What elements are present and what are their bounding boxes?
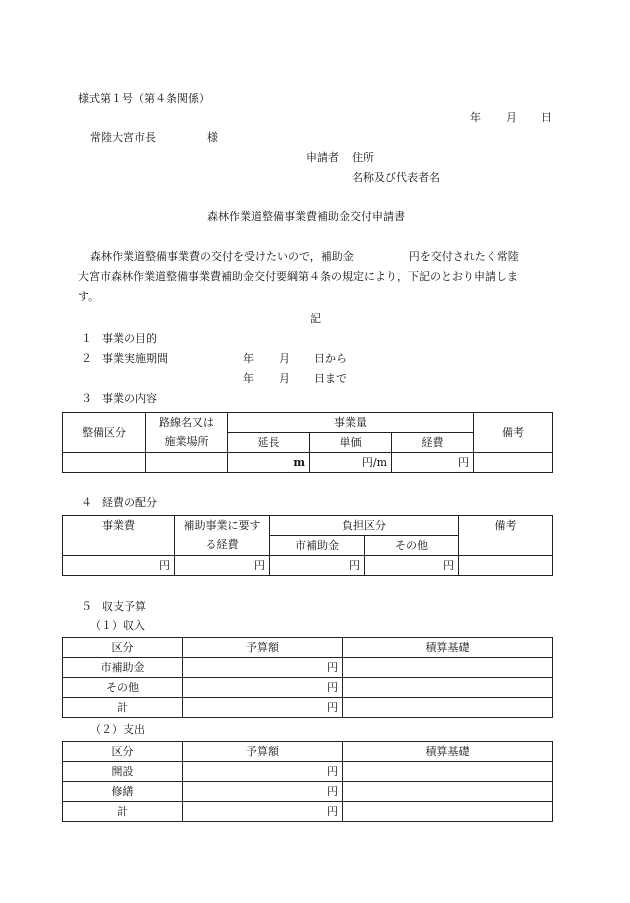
cell-other[interactable]: 円 — [365, 556, 459, 576]
income-row-basis[interactable] — [343, 678, 553, 698]
income-row-basis[interactable] — [343, 698, 553, 718]
date-day: 日 — [541, 111, 552, 124]
address-label: 住所 — [352, 151, 374, 164]
expense-row-amount[interactable]: 円 — [183, 782, 343, 802]
header-remarks: 備考 — [474, 413, 553, 453]
income-row-amount[interactable]: 円 — [183, 698, 343, 718]
body-line-3: す。 — [78, 290, 100, 303]
expense-row-name: 計 — [63, 802, 183, 822]
income-row-amount[interactable]: 円 — [183, 658, 343, 678]
header-category: 整備区分 — [63, 413, 146, 453]
expense-row-basis[interactable] — [343, 802, 553, 822]
header-volume: 事業量 — [228, 413, 474, 433]
cell-category[interactable] — [63, 453, 146, 473]
income-row-amount[interactable]: 円 — [183, 678, 343, 698]
header-project-cost: 事業費 — [63, 516, 175, 556]
section3-num: ３ — [81, 392, 92, 405]
cell-length[interactable]: m — [228, 453, 310, 473]
cell-route[interactable] — [146, 453, 228, 473]
expense-header-category: 区分 — [63, 742, 183, 762]
header-city-subsidy: 市補助金 — [270, 536, 365, 556]
date-year: 年 — [470, 111, 481, 124]
name-label: 名称及び代表者名 — [352, 171, 440, 184]
period-to-year: 年 — [243, 372, 254, 385]
expense-row-name: 開設 — [63, 762, 183, 782]
period-from-month: 月 — [279, 352, 290, 365]
date-month: 月 — [506, 111, 517, 124]
header-unit-price: 単価 — [310, 433, 392, 453]
income-row-basis[interactable] — [343, 658, 553, 678]
form-number: 様式第１号（第４条関係） — [78, 92, 210, 105]
project-content-table — [62, 412, 553, 473]
body-line-1: 森林作業道整備事業費の交付を受けたいので，補助金 円を交付されたく常陸 — [90, 250, 519, 263]
document-title: 森林作業道整備事業費補助金交付申請書 — [207, 210, 405, 223]
income-row-name: その他 — [63, 678, 183, 698]
addressee-name: 常陸大宮市長 — [90, 131, 156, 144]
period-to-month: 月 — [279, 372, 290, 385]
period-from-year: 年 — [243, 352, 254, 365]
expense-header-amount: 予算額 — [183, 742, 343, 762]
income-header-amount: 予算額 — [183, 638, 343, 658]
header-burden: 負担区分 — [270, 516, 459, 536]
header-cost: 経費 — [392, 433, 474, 453]
cell-cost[interactable]: 円 — [392, 453, 474, 473]
cell-project-cost[interactable]: 円 — [63, 556, 175, 576]
expense-row-amount[interactable]: 円 — [183, 802, 343, 822]
income-header-category: 区分 — [63, 638, 183, 658]
expense-row-basis[interactable] — [343, 762, 553, 782]
expense-row-amount[interactable]: 円 — [183, 762, 343, 782]
section2-label: 事業実施期間 — [102, 352, 168, 365]
income-row-name: 計 — [63, 698, 183, 718]
header-route-1: 路線名又は — [146, 413, 228, 433]
expense-label: （２）支出 — [90, 723, 145, 736]
period-from-day: 日から — [314, 352, 347, 365]
header-other: その他 — [365, 536, 459, 556]
header-remarks-4: 備考 — [459, 516, 553, 556]
cell-unit-price[interactable]: 円/m — [310, 453, 392, 473]
cell-remarks[interactable] — [474, 453, 553, 473]
section4-num: ４ — [81, 496, 92, 509]
section5-num: ５ — [81, 600, 92, 613]
section2-num: ２ — [81, 352, 92, 365]
addressee-honorific: 様 — [207, 131, 218, 144]
ki-label: 記 — [310, 312, 321, 325]
body-line-2: 大宮市森林作業道整備事業費補助金交付要綱第４条の規定により，下記のとおり申請しま — [78, 270, 518, 283]
header-subsidy-1: 補助事業に要す — [175, 516, 270, 536]
expense-row-name: 修繕 — [63, 782, 183, 802]
expense-row-basis[interactable] — [343, 782, 553, 802]
period-to-day: 日まで — [314, 372, 347, 385]
section1-num: １ — [81, 332, 92, 345]
cost-allocation-table — [62, 515, 553, 576]
income-row-name: 市補助金 — [63, 658, 183, 678]
section3-label: 事業の内容 — [102, 392, 157, 405]
applicant-label: 申請者 — [306, 151, 339, 164]
income-header-basis: 積算基礎 — [343, 638, 553, 658]
cell-subsidy[interactable]: 円 — [175, 556, 270, 576]
section5-label: 収支予算 — [102, 600, 146, 613]
section1-label: 事業の目的 — [102, 332, 157, 345]
header-route-2: 施業場所 — [146, 433, 228, 453]
income-table — [62, 637, 553, 718]
expense-table — [62, 741, 553, 822]
section4-label: 経費の配分 — [102, 496, 157, 509]
header-length: 延長 — [228, 433, 310, 453]
header-subsidy-2: る経費 — [175, 536, 270, 556]
cell-city-subsidy[interactable]: 円 — [270, 556, 365, 576]
income-label: （１）収入 — [90, 619, 145, 632]
expense-header-basis: 積算基礎 — [343, 742, 553, 762]
cell-remarks-4[interactable] — [459, 556, 553, 576]
